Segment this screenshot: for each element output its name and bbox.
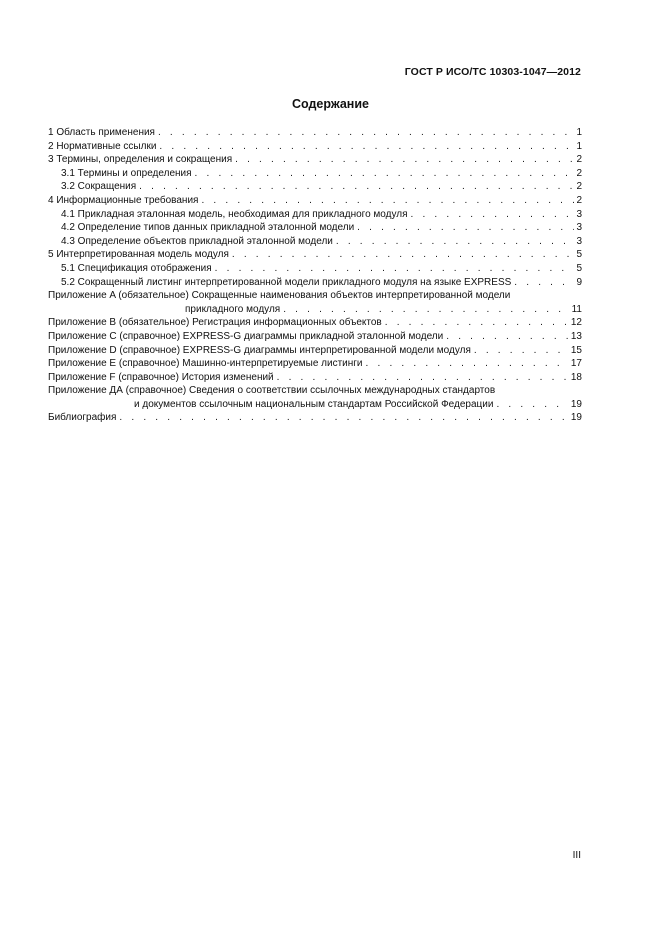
- toc-entry-page: 1: [576, 140, 582, 152]
- dot-leader: [155, 126, 574, 140]
- toc-entry-3-2[interactable]: [48, 180, 582, 194]
- toc-title: Содержание: [291, 97, 369, 111]
- toc-entry-text: и документов ссылочным национальным стандартам Российской Федерации: [134, 398, 494, 410]
- toc-entry-text: 5.1 Спецификация отображения: [61, 262, 212, 274]
- dot-leader: [198, 194, 574, 208]
- toc-entry-text: 3 Термины, определения и сокращения: [48, 154, 233, 166]
- toc-entry-page: 2: [576, 154, 582, 166]
- toc-entry-page: 17: [570, 358, 582, 370]
- toc-entry-text: 4.3 Определение объектов прикладной эталонной модели: [61, 235, 333, 247]
- dot-leader: [280, 303, 569, 317]
- toc-entry-text: Приложение B (обязательное) Регистрация информационных объектов: [48, 317, 382, 329]
- toc-entry-2[interactable]: [48, 140, 582, 154]
- dot-leader: [232, 153, 574, 167]
- toc-entry-page: 11: [571, 303, 582, 315]
- dot-leader: [382, 316, 569, 330]
- toc-entry-annex-e[interactable]: [48, 357, 582, 371]
- toc-entry-page: 5: [576, 249, 582, 261]
- dot-leader: [471, 344, 569, 358]
- toc-entry-text: 5 Интерпретированная модель модуля: [48, 249, 229, 261]
- dot-leader: [156, 140, 574, 154]
- toc-entry-annex-f[interactable]: [48, 371, 582, 385]
- toc-entry-bibliography[interactable]: [48, 411, 582, 425]
- toc-entry-1[interactable]: [48, 126, 582, 140]
- toc-entry-text: 5.2 Сокращенный листинг интерпретированной модели прикладного модуля на языке EXPRESS: [61, 276, 512, 288]
- toc-entry-page: 2: [576, 167, 582, 179]
- dot-leader: [212, 262, 575, 276]
- toc-entry-page: 3: [576, 208, 582, 220]
- table-of-contents: [48, 126, 582, 425]
- toc-entry-page: 15: [570, 344, 582, 356]
- toc-entry-4-3[interactable]: [48, 235, 582, 249]
- toc-entry-4-1[interactable]: [48, 208, 582, 222]
- toc-entry-text: 4 Информационные требования: [48, 194, 199, 206]
- toc-entry-page: 13: [570, 330, 582, 342]
- toc-entry-annex-d[interactable]: [48, 344, 582, 358]
- toc-entry-page: 19: [570, 398, 582, 410]
- toc-entry-annex-b[interactable]: [48, 316, 582, 330]
- page-number: III: [572, 850, 581, 861]
- toc-entry-text: 3.2 Сокращения: [61, 181, 137, 193]
- dot-leader: [493, 398, 568, 412]
- toc-entry-text: 2 Нормативные ссылки: [48, 140, 157, 152]
- toc-entry-annex-da-cont[interactable]: [48, 398, 582, 412]
- toc-entry-page: 5: [576, 262, 582, 274]
- dot-leader: [363, 357, 569, 371]
- dot-leader: [274, 371, 569, 385]
- toc-entry-text: Библиография: [48, 412, 117, 424]
- toc-entry-text: 4.2 Определение типов данных прикладной эталонной модели: [61, 222, 355, 234]
- dot-leader: [116, 411, 568, 425]
- toc-entry-text: Приложение A (обязательное) Сокращенные наименования объектов интерпретированной модели: [48, 290, 511, 302]
- toc-entry-5-1[interactable]: [48, 262, 582, 276]
- toc-entry-text: прикладного модуля: [185, 303, 281, 315]
- dot-leader: [136, 180, 574, 194]
- toc-entry-5-2[interactable]: [48, 276, 582, 290]
- toc-entry-annex-da[interactable]: [48, 384, 582, 398]
- toc-entry-page: 2: [576, 194, 582, 206]
- toc-entry-page: 3: [576, 222, 582, 234]
- toc-entry-text: 4.1 Прикладная эталонная модель, необходимая для прикладного модуля: [61, 208, 408, 220]
- toc-entry-page: 3: [576, 235, 582, 247]
- toc-entry-5[interactable]: [48, 248, 582, 262]
- toc-entry-text: Приложение D (справочное) EXPRESS-G диаграммы интерпретированной модели модуля: [48, 344, 471, 356]
- toc-entry-annex-c[interactable]: [48, 330, 582, 344]
- toc-entry-page: 1: [576, 127, 582, 138]
- toc-entry-text: Приложение F (справочное) История изменений: [48, 371, 274, 383]
- dot-leader: [354, 221, 574, 235]
- toc-entry-3-1[interactable]: [48, 167, 582, 181]
- document-code: ГОСТ Р ИСО/ТС 10303-1047—2012: [404, 66, 581, 78]
- toc-entry-3[interactable]: [48, 153, 582, 167]
- dot-leader: [229, 248, 575, 262]
- toc-entry-page: 18: [570, 371, 582, 383]
- toc-entry-annex-a[interactable]: [48, 289, 582, 303]
- dot-leader: [192, 167, 575, 181]
- toc-entry-page: 19: [570, 412, 582, 424]
- toc-entry-text: 1 Область применения: [48, 127, 155, 138]
- toc-entry-page: 9: [576, 276, 582, 288]
- dot-leader: [408, 208, 575, 222]
- toc-entry-page: 12: [570, 317, 582, 329]
- toc-entry-4[interactable]: [48, 194, 582, 208]
- dot-leader: [511, 276, 574, 290]
- dot-leader: [443, 330, 569, 344]
- toc-entry-annex-a-cont[interactable]: [48, 303, 582, 317]
- toc-entry-text: Приложение ДА (справочное) Сведения о соответствии ссылочных международных стандартов: [48, 385, 496, 397]
- toc-entry-text: Приложение E (справочное) Машинно-интерпретируемые листинги: [48, 358, 363, 370]
- toc-entry-page: 2: [576, 181, 582, 193]
- toc-entry-text: 3.1 Термины и определения: [61, 167, 192, 179]
- toc-entry-text: Приложение C (справочное) EXPRESS-G диаграммы прикладной эталонной модели: [48, 330, 444, 342]
- dot-leader: [333, 235, 575, 249]
- toc-entry-4-2[interactable]: [48, 221, 582, 235]
